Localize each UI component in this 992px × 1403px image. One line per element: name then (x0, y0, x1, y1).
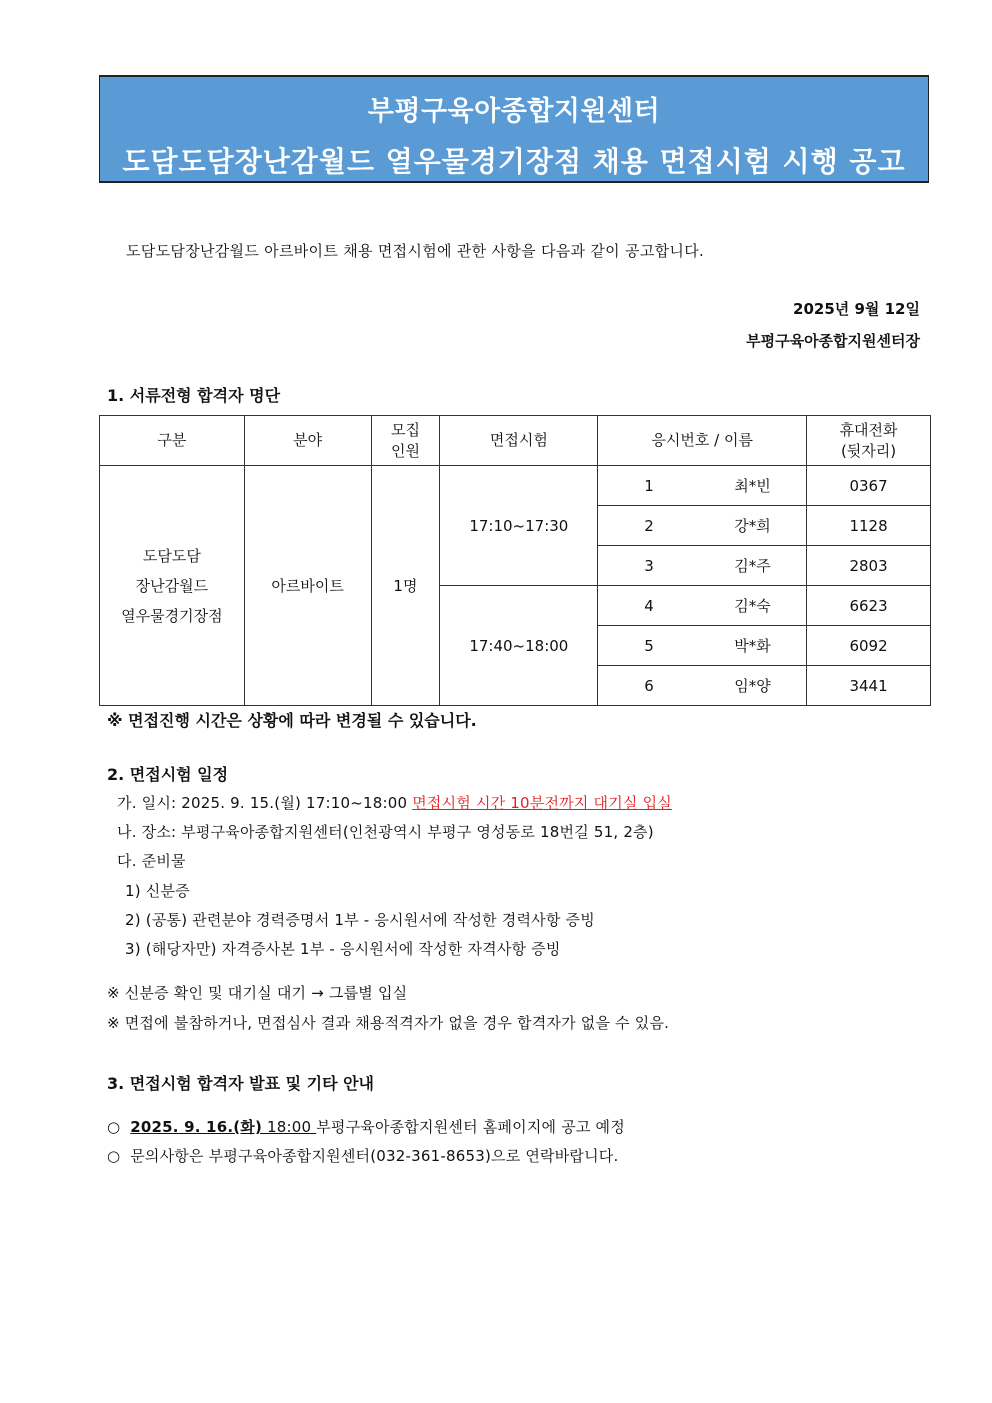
field-cell: 아르바이트 (244, 466, 371, 706)
contact-text: 문의사항은 부평구육아종합지원센터(032-361-8653)으로 연락바랍니다. (130, 1147, 619, 1165)
applicant-cell (598, 586, 807, 626)
contact-line (107, 1145, 618, 1166)
applicant-no: 4 (644, 597, 654, 615)
applicant-name: 강*희 (734, 517, 771, 535)
schedule-date-line (117, 792, 672, 813)
phone-cell: 1128 (807, 506, 931, 546)
applicant-table (99, 415, 931, 706)
phone-cell: 3441 (807, 666, 931, 706)
announce-text: 부평구육아종합지원센터 홈페이지에 공고 예정 (316, 1118, 625, 1136)
phone-cell: 2803 (807, 546, 931, 586)
applicant-cell (598, 466, 807, 506)
applicant-name: 최*빈 (734, 477, 771, 495)
applicant-no: 6 (644, 677, 654, 695)
note-no-show: ※ 면접에 불참하거나, 면접심사 결과 채용적격자가 없을 경우 합격자가 없을 수 있음. (107, 1014, 670, 1032)
applicant-cell (598, 626, 807, 666)
applicant-no: 3 (644, 557, 654, 575)
table-header-row (100, 416, 931, 466)
col-phone-line1: 휴대전화 (839, 420, 898, 439)
slot-1-cell: 17:10~17:30 (440, 466, 598, 586)
prep-title: 다. 준비물 (117, 852, 186, 870)
col-field: 분야 (244, 416, 371, 466)
applicant-name: 임*양 (734, 677, 771, 695)
applicant-name: 김*주 (734, 557, 771, 575)
col-phone (807, 416, 931, 466)
col-recruit (371, 416, 440, 466)
arrival-notice: 면접시험 시간 10분전까지 대기실 입실 (412, 794, 672, 812)
announce-date: 2025. 9. 16.(화) (130, 1118, 263, 1136)
applicant-cell (598, 546, 807, 586)
category-line2: 장난감월드 (135, 576, 209, 595)
prep-item-3: 3) (해당자만) 자격증사본 1부 - 응시원서에 작성한 자격사항 증빙 (125, 940, 561, 958)
col-recruit-line1: 모집 (390, 420, 420, 439)
section2-title: 2. 면접시험 일정 (107, 765, 229, 784)
announce-time: 18:00 (262, 1118, 317, 1136)
phone-cell: 0367 (807, 466, 931, 506)
table-row (100, 466, 931, 506)
applicant-cell (598, 506, 807, 546)
applicant-name: 김*숙 (734, 597, 771, 615)
prep-item-2: 2) (공통) 관련분야 경력증명서 1부 - 응시원서에 작성한 경력사항 증빙 (125, 911, 595, 929)
issuer-name: 부평구육아종합지원센터장 (746, 332, 920, 350)
bullet-icon: ○ (107, 1147, 121, 1165)
applicant-no: 1 (644, 477, 654, 495)
applicant-no: 2 (644, 517, 654, 535)
applicant-cell (598, 666, 807, 706)
col-phone-line2: (뒷자리) (840, 441, 897, 460)
schedule-place: 나. 장소: 부평구육아종합지원센터(인천광역시 부평구 영성동로 18번길 51, 2층) (117, 823, 654, 841)
slot-2-cell: 17:40~18:00 (440, 586, 598, 706)
schedule-date: 가. 일시: 2025. 9. 15.(월) 17:10~18:00 (117, 794, 413, 812)
note-id-check: ※ 신분증 확인 및 대기실 대기 → 그룹별 입실 (107, 984, 408, 1002)
title-banner (99, 75, 929, 183)
phone-cell: 6092 (807, 626, 931, 666)
recruit-cell: 1명 (371, 466, 440, 706)
applicant-name: 박*화 (734, 637, 771, 655)
title-main: 도담도담장난감월드 열우물경기장점 채용 면접시험 시행 공고 (122, 145, 906, 178)
col-interview: 면접시험 (440, 416, 598, 466)
notice-date: 2025년 9월 12일 (793, 300, 920, 318)
col-recruit-line2: 인원 (390, 441, 420, 460)
category-line1: 도담도담 (142, 546, 201, 565)
announce-line (107, 1116, 625, 1137)
category-line3: 열우물경기장점 (121, 606, 223, 625)
bullet-icon: ○ (107, 1118, 121, 1136)
category-cell (100, 466, 245, 706)
col-applicant: 응시번호 / 이름 (598, 416, 807, 466)
title-org: 부평구육아종합지원센터 (367, 96, 661, 127)
intro-text: 도담도담장난감월드 아르바이트 채용 면접시험에 관한 사항을 다음과 같이 공고합니다. (126, 242, 705, 260)
section3-title: 3. 면접시험 합격자 발표 및 기타 안내 (107, 1074, 375, 1093)
phone-cell: 6623 (807, 586, 931, 626)
prep-item-1: 1) 신분증 (125, 882, 190, 900)
schedule-change-note: ※ 면접진행 시간은 상황에 따라 변경될 수 있습니다. (107, 711, 477, 730)
col-category: 구분 (100, 416, 245, 466)
section1-title: 1. 서류전형 합격자 명단 (107, 386, 281, 405)
applicant-no: 5 (644, 637, 654, 655)
